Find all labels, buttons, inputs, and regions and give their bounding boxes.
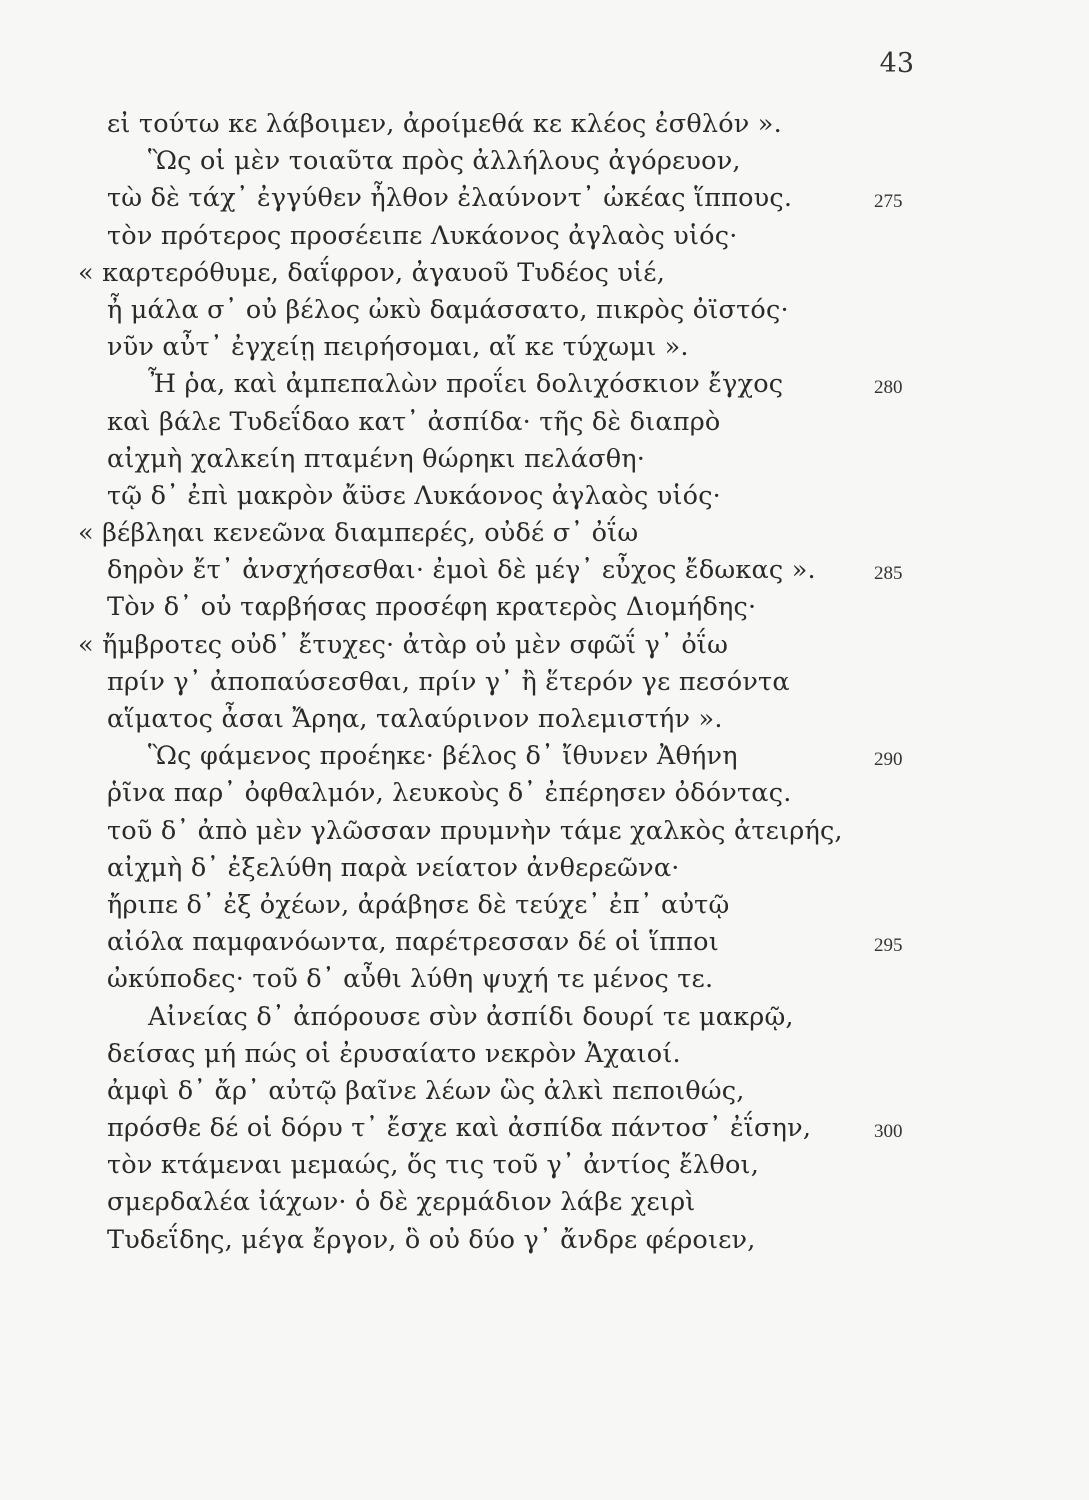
verse-line	[0, 1073, 1089, 1110]
verse-line	[0, 850, 1089, 887]
line-number: 295	[874, 935, 903, 957]
line-number: 275	[874, 191, 903, 213]
verse-line	[0, 218, 1089, 255]
verse-line	[0, 1184, 1089, 1221]
verse-text: δείσας μή πώς οἱ ἐρυσαίατο νεκρὸν Ἀχαιοί.	[107, 1038, 681, 1069]
verse-text: ἀμφὶ δ᾽ ἄρ᾽ αὐτῷ βαῖνε λέων ὣς ἀλκὶ πεποιθώς,	[107, 1075, 745, 1106]
verse-text: ἤριπε δ᾽ ἐξ ὀχέων, ἀράβησε δὲ τεύχε᾽ ἐπ᾽ αὐτῷ	[107, 889, 730, 920]
verse-text: « ἤμβροτες οὐδ᾽ ἔτυχες· ἀτὰρ οὐ μὲν σφῶΐ γ᾽ ὀΐω	[78, 629, 729, 660]
verse-line	[0, 255, 1089, 292]
verse-line	[0, 961, 1089, 998]
verse-line	[0, 887, 1089, 924]
verse-line	[0, 478, 1089, 515]
verse-line	[0, 143, 1089, 180]
verse-text: τοῦ δ᾽ ἀπὸ μὲν γλῶσσαν πρυμνὴν τάμε χαλκὸς ἀτειρής,	[107, 815, 843, 846]
verse-line	[0, 738, 1089, 775]
verse-text: εἰ τούτω κε λάβοιμεν, ἀροίμεθά κε κλέος ἐσθλόν ».	[107, 109, 782, 139]
line-number: 290	[874, 749, 903, 771]
verse-line	[0, 999, 1089, 1036]
verse-text: καὶ βάλε Τυδεΐδαο κατ᾽ ἀσπίδα· τῆς δὲ διαπρὸ	[107, 406, 721, 437]
verse-line	[0, 1110, 1089, 1147]
verse-line	[0, 292, 1089, 329]
verse-text: πρίν γ᾽ ἀποπαύσεσθαι, πρίν γ᾽ ἢ ἕτερόν γε πεσόντα	[107, 666, 790, 697]
verse-text: « βέβληαι κενεῶνα διαμπερές, οὐδέ σ᾽ ὀΐω	[78, 518, 639, 549]
verse-text: αἵματος ἆσαι Ἄρηα, ταλαύρινον πολεμιστήν ».	[107, 704, 723, 734]
verse-text: « καρτερόθυμε, δαΐφρον, ἀγαυοῦ Τυδέος υἱέ,	[78, 257, 666, 288]
verse-text: Αἰνείας δ᾽ ἀπόρουσε σὺν ἀσπίδι δουρί τε μακρῷ,	[148, 1001, 794, 1032]
verse-text: Ὣς οἱ μὲν τοιαῦτα πρὸς ἀλλήλους ἀγόρευον,	[148, 146, 741, 177]
verse-text: Τυδεΐδης, μέγα ἔργον, ὃ οὐ δύο γ᾽ ἄνδρε φέροιεν,	[107, 1224, 756, 1255]
verse-line	[0, 627, 1089, 664]
verse-line	[0, 1036, 1089, 1073]
verse-line	[0, 1222, 1089, 1259]
verse-text: τῷ δ᾽ ἐπὶ μακρὸν ἄϋσε Λυκάονος ἀγλαὸς υἱός·	[107, 480, 721, 511]
verse-text: τὸν κτάμεναι μεμαώς, ὅς τις τοῦ γ᾽ ἀντίος ἔλθοι,	[107, 1150, 760, 1181]
verse-text: δηρὸν ἔτ᾽ ἀνσχήσεσθαι· ἐμοὶ δὲ μέγ᾽ εὖχος ἔδωκας ».	[107, 555, 816, 586]
verse-line	[0, 329, 1089, 366]
verse-line	[0, 552, 1089, 589]
verse-text: τὼ δὲ τάχ᾽ ἐγγύθεν ἦλθον ἐλαύνοντ᾽ ὠκέας ἵππους.	[107, 183, 793, 214]
verse-text: αἰόλα παμφανόωντα, παρέτρεσσαν δέ οἱ ἵπποι	[107, 927, 719, 958]
verse-line	[0, 441, 1089, 478]
verse-line	[0, 813, 1089, 850]
verse-line	[0, 106, 1089, 143]
verse-text: αἰχμὴ δ᾽ ἐξελύθη παρὰ νείατον ἀνθερεῶνα·	[107, 852, 680, 883]
verse-line	[0, 515, 1089, 552]
verse-text: Ὣς φάμενος προέηκε· βέλος δ᾽ ἴθυνεν Ἀθήνη	[148, 741, 738, 772]
verse-text: ὠκύποδες· τοῦ δ᾽ αὖθι λύθη ψυχή τε μένος τε.	[107, 964, 714, 995]
verse-line	[0, 775, 1089, 812]
verse-text: σμερδαλέα ἰάχων· ὁ δὲ χερμάδιον λάβε χειρὶ	[107, 1187, 696, 1218]
verse-block	[0, 106, 1089, 1259]
verse-line	[0, 180, 1089, 217]
verse-text: ῥῖνα παρ᾽ ὀφθαλμόν, λευκοὺς δ᾽ ἐπέρησεν ὀδόντας.	[107, 778, 792, 809]
verse-text: πρόσθε δέ οἱ δόρυ τ᾽ ἔσχε καὶ ἀσπίδα πάντοσ᾽ ἐΐσην,	[107, 1113, 812, 1144]
verse-line	[0, 404, 1089, 441]
verse-text: Τὸν δ᾽ οὐ ταρβήσας προσέφη κρατερὸς Διομήδης·	[107, 592, 757, 623]
verse-line	[0, 366, 1089, 403]
verse-line	[0, 664, 1089, 701]
verse-line	[0, 589, 1089, 626]
verse-line	[0, 1147, 1089, 1184]
page-number: 43	[879, 48, 914, 79]
line-number: 300	[874, 1121, 903, 1143]
verse-line	[0, 924, 1089, 961]
verse-text: ἦ μάλα σ᾽ οὐ βέλος ὠκὺ δαμάσσατο, πικρὸς ὀϊστός·	[107, 294, 789, 325]
verse-text: τὸν πρότερος προσέειπε Λυκάονος ἀγλαὸς υἱός·	[107, 220, 738, 251]
verse-text: Ἦ ῥα, καὶ ἀμπεπαλὼν προΐει δολιχόσκιον ἔγχος	[148, 369, 784, 400]
line-number: 280	[874, 377, 903, 399]
verse-text: αἰχμὴ χαλκείη πταμένη θώρηκι πελάσθη·	[107, 443, 646, 474]
verse-text: νῦν αὖτ᾽ ἐγχείῃ πειρήσομαι, αἴ κε τύχωμι ».	[107, 332, 689, 363]
verse-line	[0, 701, 1089, 738]
line-number: 285	[874, 563, 903, 585]
